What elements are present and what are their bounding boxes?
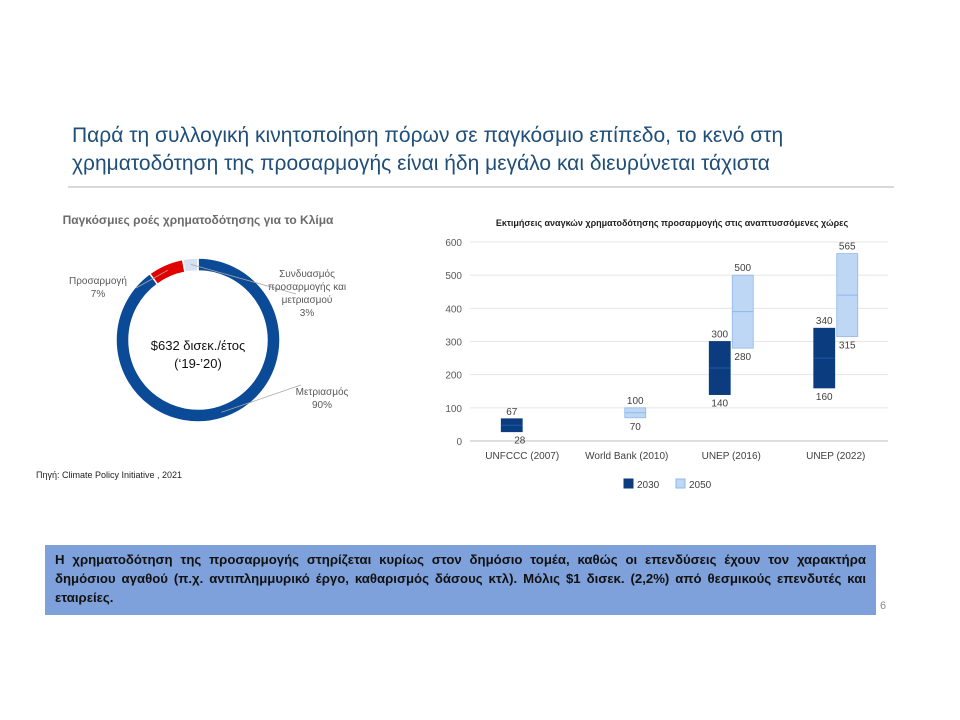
data-label-low: 28 bbox=[514, 435, 526, 447]
data-label-high: 67 bbox=[506, 406, 518, 418]
source-note: Πηγή: Climate Policy Initiative , 2021 bbox=[36, 470, 183, 480]
data-label-high: 565 bbox=[838, 241, 856, 253]
donut-label-adaptation-name: Προσαρμογή bbox=[69, 276, 127, 287]
donut-center-label-1: $632 δισεκ./έτος bbox=[150, 338, 246, 353]
x-tick-label: World Bank (2010) bbox=[585, 451, 669, 462]
y-tick-label: 0 bbox=[456, 437, 462, 448]
page-number: 6 bbox=[880, 600, 887, 612]
legend-label-2030: 2030 bbox=[637, 480, 660, 491]
donut-slice-2 bbox=[183, 258, 198, 272]
donut-center-label-2: (‘19-’20) bbox=[174, 356, 222, 371]
donut-label-mitigation bbox=[287, 386, 357, 412]
data-label-low: 280 bbox=[734, 352, 752, 364]
y-tick-label: 400 bbox=[445, 304, 462, 316]
range-bar-chart bbox=[436, 232, 896, 492]
bar-chart-title: Εκτιμήσεις αναγκών χρηματοδότησης προσαρμογής στις αναπτυσσόμενες χώρες bbox=[495, 218, 849, 228]
data-label-high: 340 bbox=[815, 316, 833, 328]
donut-label-combined-name: Συνδυασμός προσαρμογής και μετριασμού bbox=[267, 269, 347, 306]
x-tick-label: UNEP (2022) bbox=[806, 451, 866, 462]
data-label-high: 500 bbox=[734, 263, 752, 275]
data-label-low: 70 bbox=[629, 421, 641, 433]
donut-label-combined bbox=[262, 268, 352, 320]
x-tick-label: UNEP (2016) bbox=[701, 451, 761, 462]
slide-title: Παρά τη συλλογική κινητοποίηση πόρων σε παγκόσμιο επίπεδο, το κενό στη χρηματοδότηση της προσαρμογής είναι ήδη μεγάλο και διευρύνεται τάχιστα bbox=[72, 124, 784, 175]
summary-note: Η χρηματοδότηση της προσαρμογής στηρίζεται κυρίως στον δημόσιο τομέα, καθώς οι επενδύσεις έχουν τον χαρακτήρα δημόσιου αγαθού (π.χ. αντιπλημμυρικό έργο, καθαρισμός δάσους κτλ). Μόλις $1 δισεκ. (2,2%) από θεσμικούς επενδυτές και εταιρείες. bbox=[45, 545, 876, 615]
donut-label-combined-value: 3% bbox=[299, 308, 315, 319]
legend-swatch-2050 bbox=[676, 479, 685, 488]
legend-swatch-2030 bbox=[624, 479, 633, 488]
legend-label-2050: 2050 bbox=[689, 480, 712, 491]
y-tick-label: 100 bbox=[445, 403, 462, 415]
donut-slice-1 bbox=[150, 259, 185, 284]
data-label-low: 315 bbox=[838, 340, 856, 352]
data-label-low: 160 bbox=[815, 391, 833, 403]
donut-label-mitigation-value: 90% bbox=[311, 400, 332, 411]
donut-chart-title: Παγκόσμιες ροές χρηματοδότησης για το Κλίμα bbox=[62, 213, 334, 227]
donut-label-adaptation-value: 7% bbox=[90, 289, 106, 300]
y-tick-label: 300 bbox=[445, 337, 462, 349]
x-tick-label: UNFCCC (2007) bbox=[485, 451, 560, 462]
title-divider bbox=[68, 186, 894, 188]
donut-label-mitigation-name: Μετριασμός bbox=[295, 387, 349, 398]
data-label-high: 300 bbox=[711, 329, 729, 341]
y-tick-label: 500 bbox=[445, 271, 462, 283]
data-label-low: 140 bbox=[711, 398, 729, 410]
donut-label-adaptation bbox=[58, 275, 138, 301]
data-label-high: 100 bbox=[626, 395, 644, 407]
y-tick-label: 600 bbox=[445, 238, 462, 249]
y-tick-label: 200 bbox=[445, 370, 462, 382]
